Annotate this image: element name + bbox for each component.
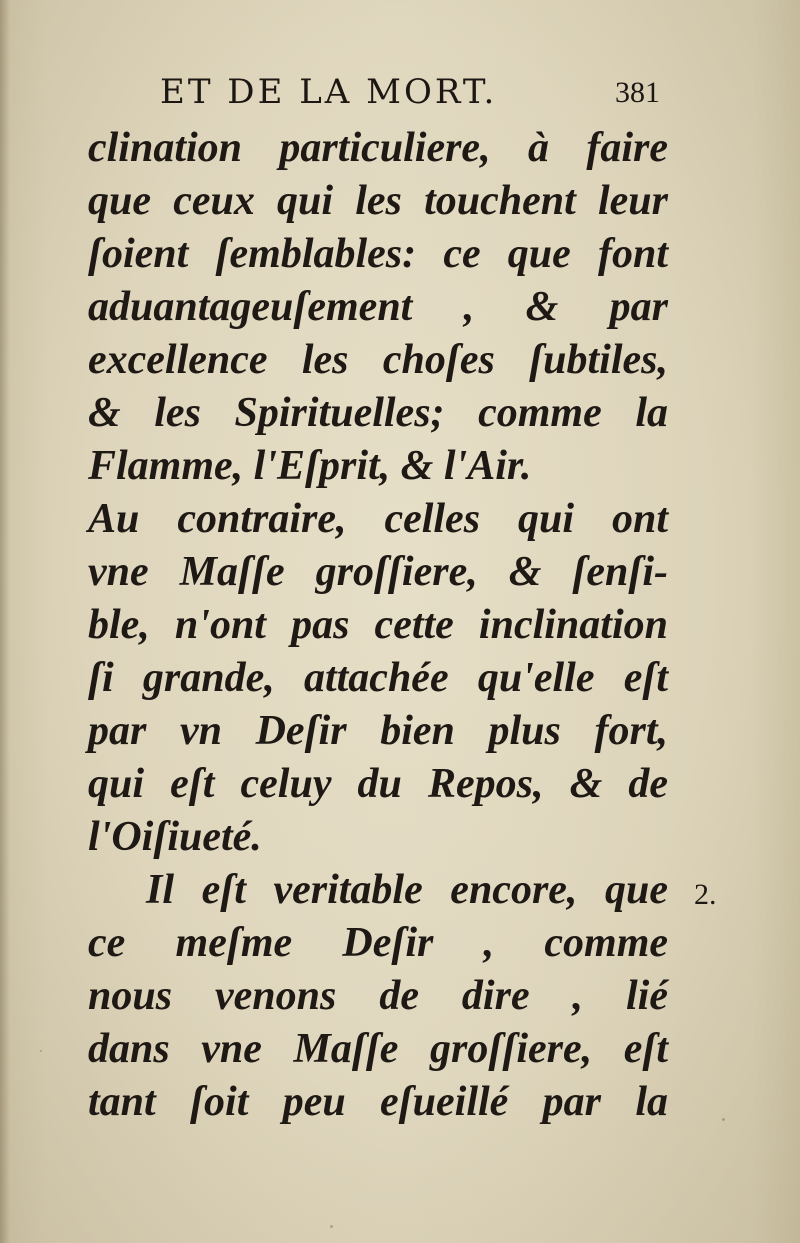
text-line: Flamme, l'Eſprit, & l'Air. (88, 443, 532, 489)
paper-speck (330, 1225, 333, 1228)
text-line: par vn Deſir bien plus fort, (88, 708, 668, 754)
page-number: 381 (615, 76, 660, 109)
text-line: nous venons de dire , lié (88, 973, 668, 1019)
paper-speck (722, 1118, 725, 1121)
text-line: excellence les choſes ſubtiles, (88, 337, 668, 383)
text-line: dans vne Maſſe groſſiere, eſt (88, 1026, 668, 1072)
text-line: que ceux qui les touchent leur (88, 178, 668, 224)
text-line: qui eſt celuy du Repos, & de (88, 761, 668, 807)
text-line: aduantageuſement , & par (88, 284, 668, 330)
text-line: Au contraire, celles qui ont (88, 496, 668, 542)
text-line: & les Spirituelles; comme la (88, 390, 668, 436)
text-line: ble, n'ont pas cette inclination (88, 602, 668, 648)
page-header (160, 72, 660, 112)
page-gutter-shadow (0, 0, 10, 1243)
text-line: tant ſoit peu eſueillé par la (88, 1079, 668, 1125)
text-line: l'Oiſiueté. (88, 814, 262, 860)
body-text (88, 122, 668, 1129)
text-line: Il eſt veritable encore, que (146, 867, 668, 913)
paper-speck (40, 1050, 42, 1052)
text-line: ce meſme Deſir , comme (88, 920, 668, 966)
running-head: ET DE LA MORT. (160, 72, 498, 112)
text-line: clination particuliere, à faire (88, 125, 668, 171)
margin-note: 2. (694, 878, 717, 911)
text-line: vne Maſſe groſſiere, & ſenſi- (88, 549, 668, 595)
text-line: ſoient ſemblables: ce que font (88, 231, 668, 277)
text-line: ſi grande, attachée qu'elle eſt (88, 655, 668, 701)
